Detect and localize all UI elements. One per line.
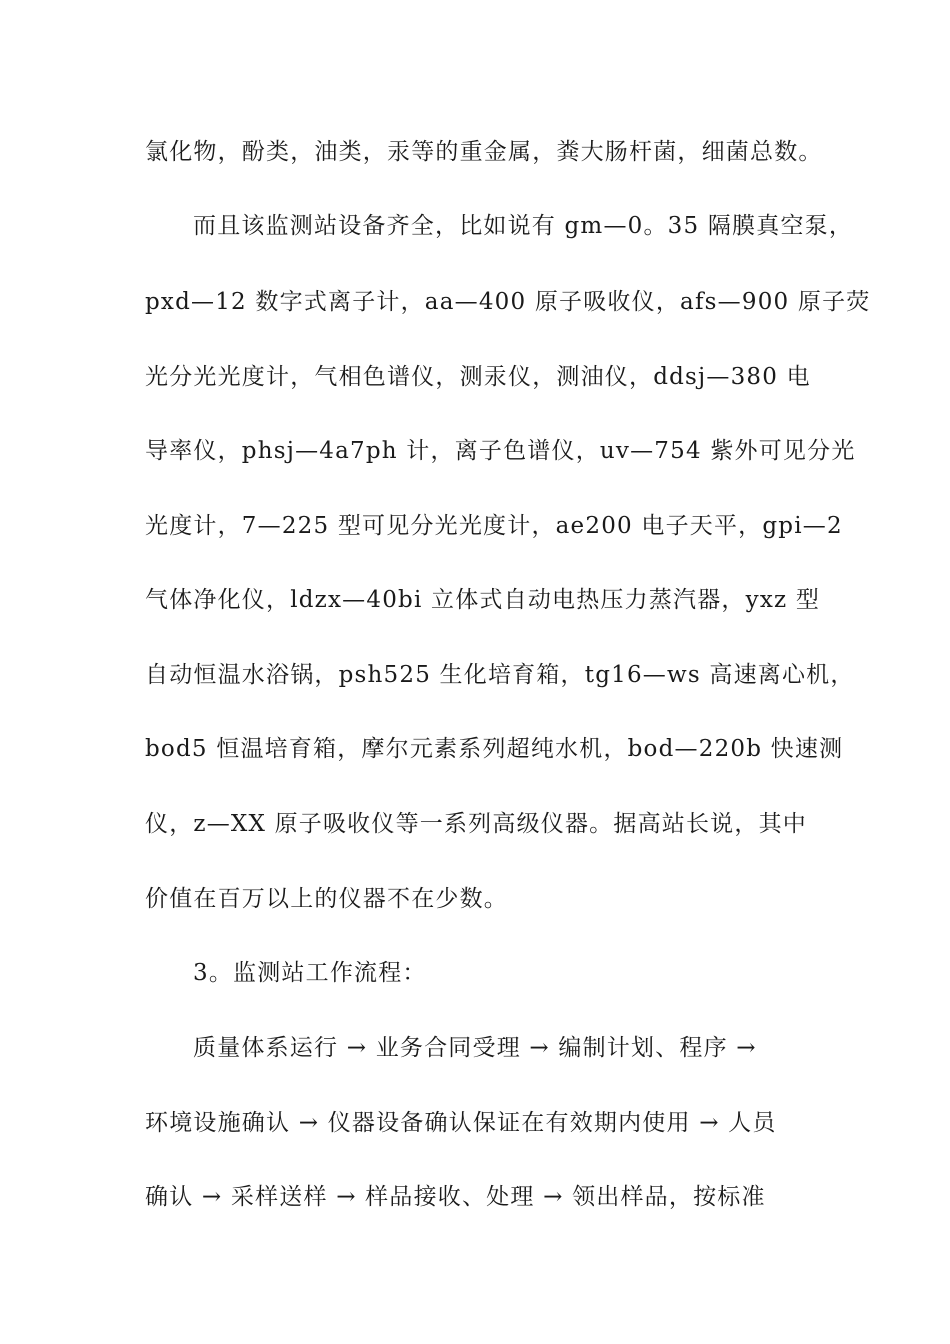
text-line-10: 仪，z—XX 原子吸收仪等一系列高级仪器。据高站长说，其中	[145, 811, 807, 837]
text-line-3: pxd—12 数字式离子计，aa—400 原子吸收仪，afs—900 原子荧	[145, 289, 871, 315]
text-line-1: 氯化物，酚类，油类，汞等的重金属，粪大肠杆菌，细菌总数。	[145, 139, 823, 165]
workflow-line-3: 确认 → 采样送样 → 样品接收、处理 → 领出样品，按标准	[145, 1184, 766, 1210]
workflow-line-2: 环境设施确认 → 仪器设备确认保证在有效期内使用 → 人员	[145, 1110, 777, 1136]
text-line-11: 价值在百万以上的仪器不在少数。	[145, 886, 508, 912]
workflow-line-1: 质量体系运行 → 业务合同受理 → 编制计划、程序 →	[193, 1035, 757, 1061]
paragraph-equipment-start: 而且该监测站设备齐全，比如说有 gm—0。35 隔膜真空泵，	[193, 213, 854, 239]
text-line-7: 气体净化仪，ldzx—40bi 立体式自动电热压力蒸汽器，yxz 型	[145, 587, 821, 613]
text-line-9: bod5 恒温培育箱，摩尔元素系列超纯水机，bod—220b 快速测	[145, 736, 844, 762]
text-line-8: 自动恒温水浴锅，psh525 生化培育箱，tg16—ws 高速离心机，	[145, 662, 855, 688]
text-line-6: 光度计，7—225 型可见分光光度计，ae200 电子天平，gpi—2	[145, 513, 843, 539]
section-heading-workflow: 3。监测站工作流程：	[193, 960, 427, 986]
text-line-4: 光分光光度计，气相色谱仪，测汞仪，测油仪，ddsj—380 电	[145, 364, 811, 390]
text-line-5: 导率仪，phsj—4a7ph 计，离子色谱仪，uv—754 紫外可见分光	[145, 438, 856, 464]
